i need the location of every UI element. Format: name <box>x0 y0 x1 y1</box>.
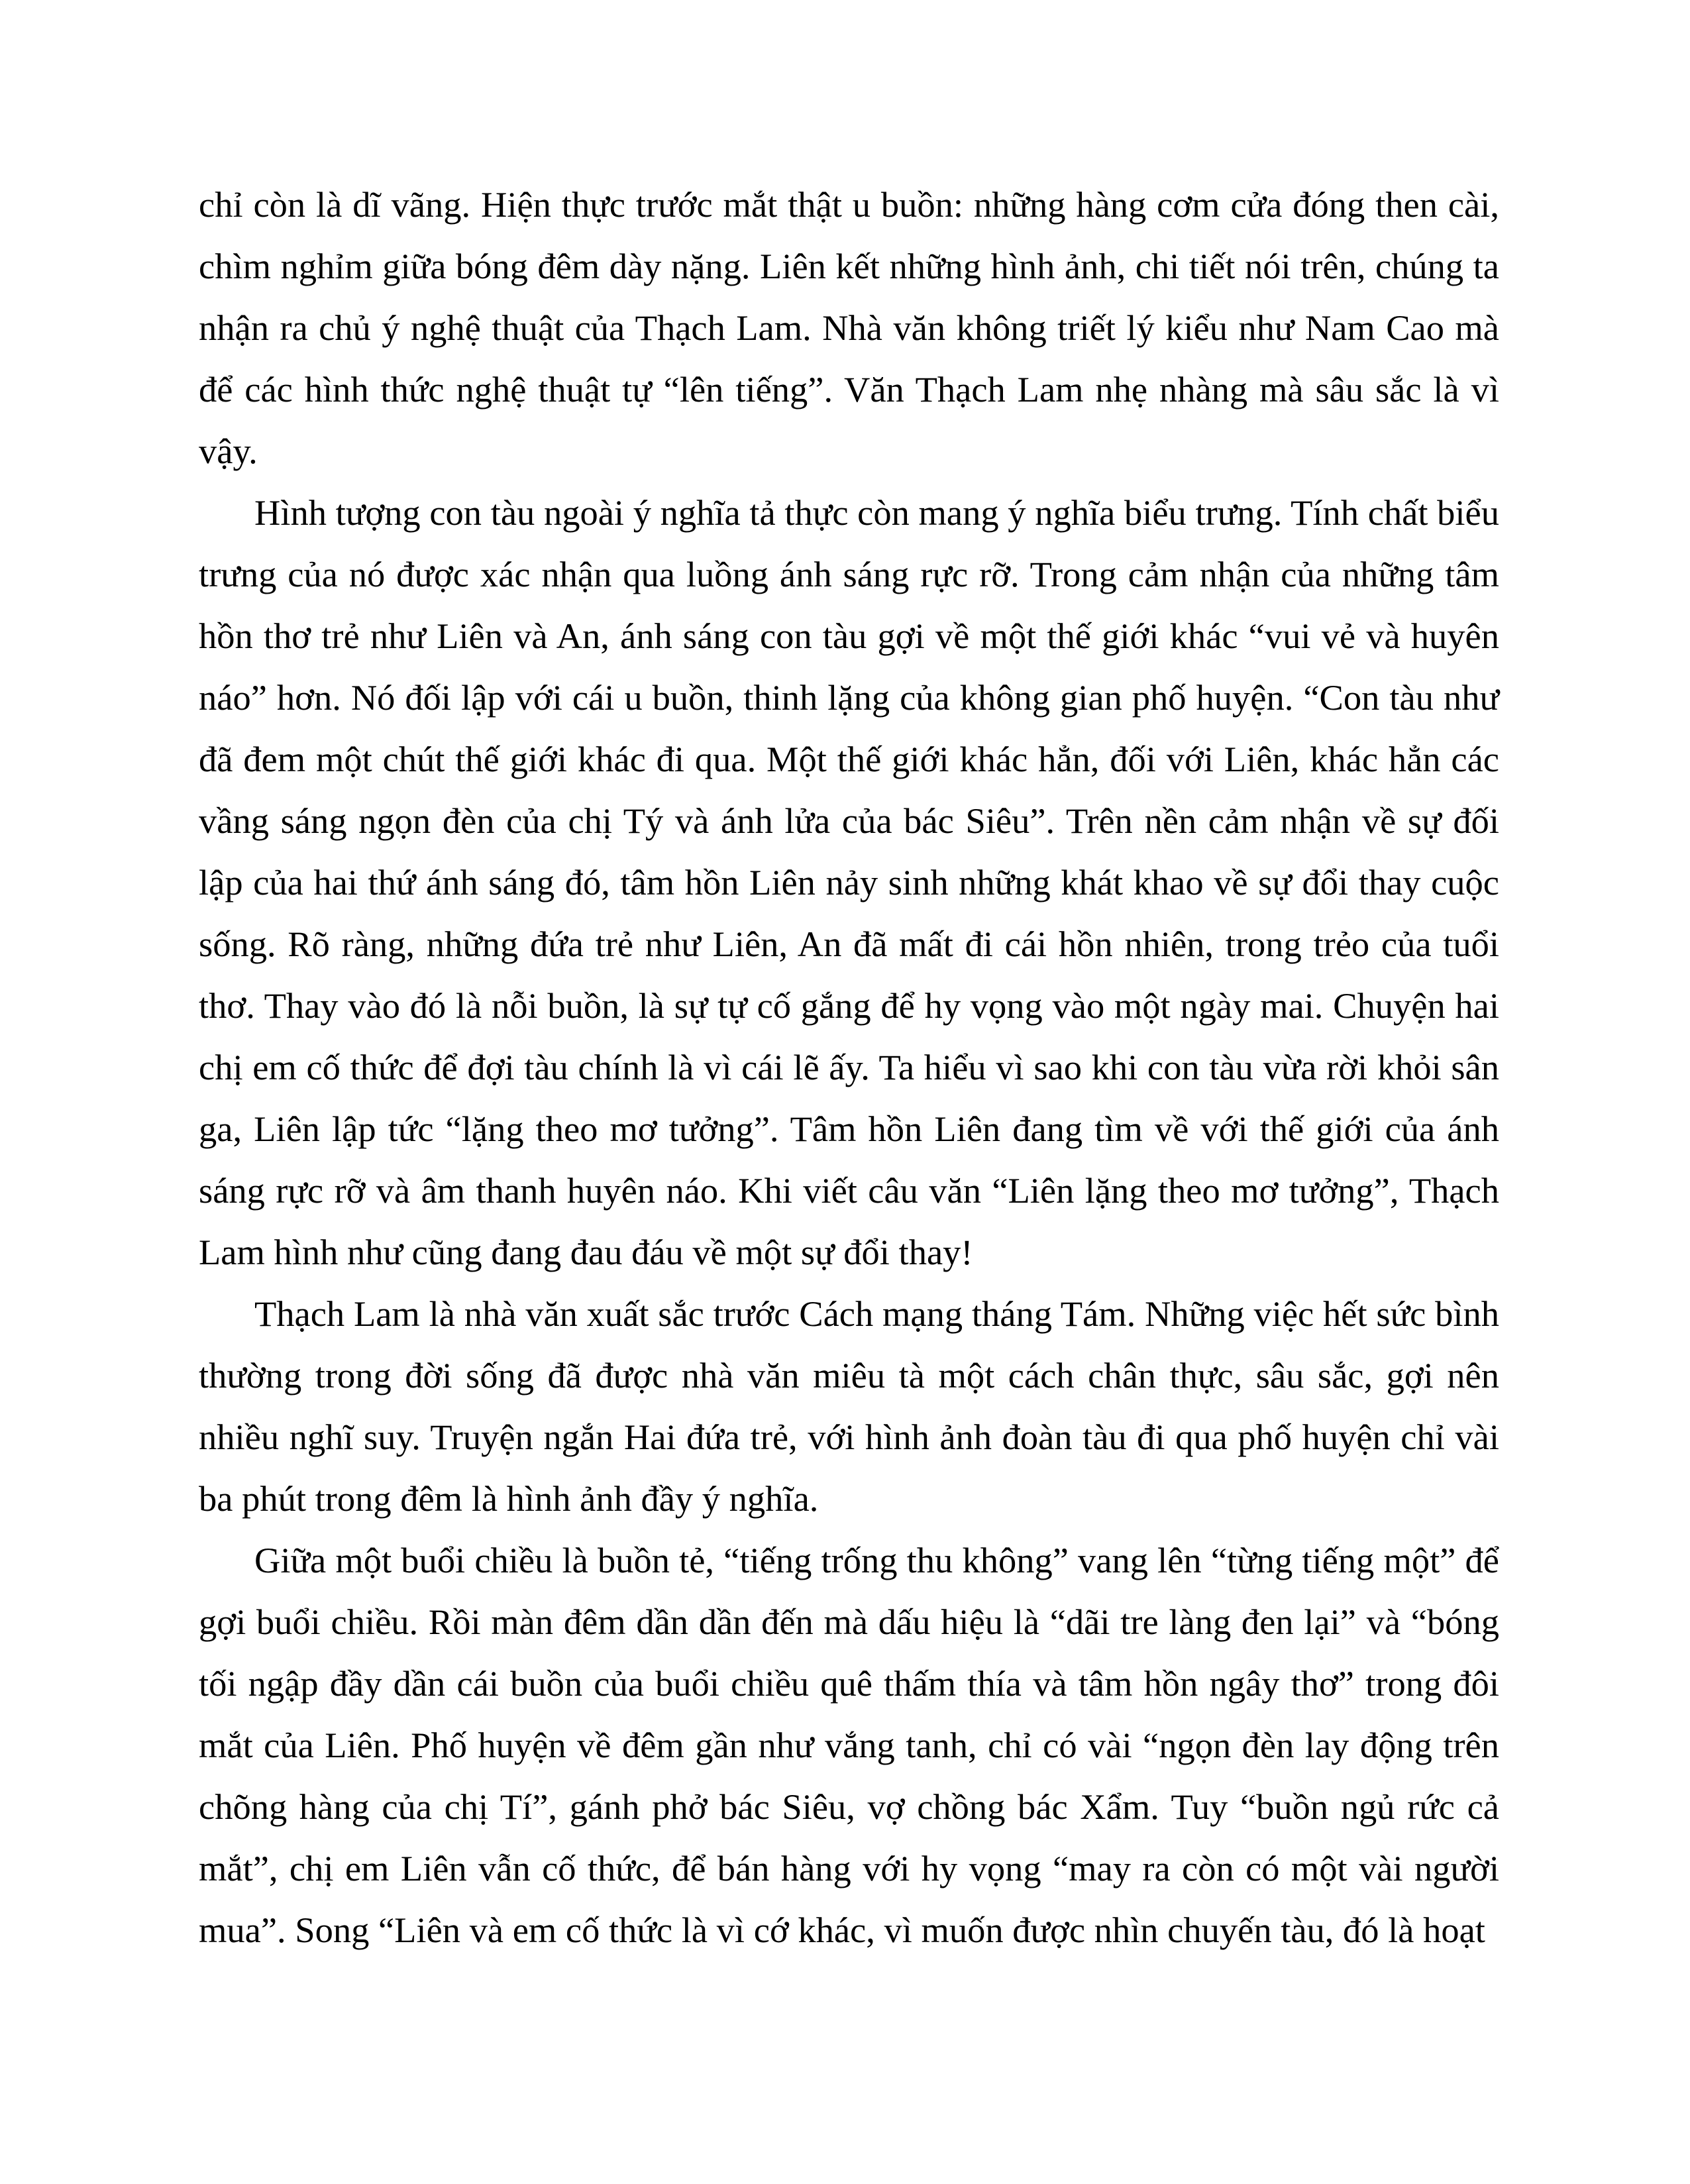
paragraph-2: Hình tượng con tàu ngoài ý nghĩa tả thực còn mang ý nghĩa biểu trưng. Tính chất biểu trưng của nó được xác nhận qua luồng ánh sáng rực rỡ. Trong cảm nhận của những tâm hồn thơ trẻ như Liên và An, ánh sáng con tàu gợi về một thế giới khác “vui vẻ và huyên náo” hơn. Nó đối lập với cái u buồn, thinh lặng của không gian phố huyện. “Con tàu như đã đem một chút thế giới khác đi qua. Một thế giới khác hẳn, đối với Liên, khác hẳn các vầng sáng ngọn đèn của chị Tý và ánh lửa của bác Siêu”. Trên nền cảm nhận về sự đối lập của hai thứ ánh sáng đó, tâm hồn Liên nảy sinh những khát khao về sự đổi thay cuộc sống. Rõ ràng, những đứa trẻ như Liên, An đã mất đi cái hồn nhiên, trong trẻo của tuổi thơ. Thay vào đó là nỗi buồn, là sự tự cố gắng để hy vọng vào một ngày mai. Chuyện hai chị em cố thức để đợi tàu chính là vì cái lẽ ấy. Ta hiểu vì sao khi con tàu vừa rời khỏi sân ga, Liên lập tức “lặng theo mơ tưởng”. Tâm hồn Liên đang tìm về với thế giới của ánh sáng rực rỡ và âm thanh huyên náo. Khi viết câu văn “Liên lặng theo mơ tưởng”, Thạch Lam hình như cũng đang đau đáu về một sự đổi thay! <box>199 492 1499 1272</box>
paragraph-3: Thạch Lam là nhà văn xuất sắc trước Cách mạng tháng Tám. Những việc hết sức bình thường trong đời sống đã được nhà văn miêu tà một cách chân thực, sâu sắc, gợi nên nhiều nghĩ suy. Truyện ngắn Hai đứa trẻ, với hình ảnh đoàn tàu đi qua phố huyện chỉ vài ba phút trong đêm là hình ảnh đầy ý nghĩa. <box>199 1293 1499 1519</box>
paragraph-4: Giữa một buổi chiều là buồn tẻ, “tiếng trống thu không” vang lên “từng tiếng một” để gợi buổi chiều. Rồi màn đêm dần dần đến mà dấu hiệu là “dãi tre làng đen lại” và “bóng tối ngập đầy dần cái buồn của buổi chiều quê thấm thía và tâm hồn ngây thơ” trong đôi mắt của Liên. Phố huyện về đêm gần như vắng tanh, chỉ có vài “ngọn đèn lay động trên chõng hàng của chị Tí”, gánh phở bác Siêu, vợ chồng bác Xẩm. Tuy “buồn ngủ rức cả mắt”, chị em Liên vẫn cố thức, để bán hàng với hy vọng “may ra còn có một vài người mua”. Song “Liên và em cố thức là vì cớ khác, vì muốn được nhìn chuyến tàu, đó là hoạt <box>199 1540 1499 1950</box>
document-page <box>199 174 1499 1961</box>
paragraph-1: chỉ còn là dĩ vãng. Hiện thực trước mắt thật u buồn: những hàng cơm cửa đóng then cài, chìm nghỉm giữa bóng đêm dày nặng. Liên kết những hình ảnh, chi tiết nói trên, chúng ta nhận ra chủ ý nghệ thuật của Thạch Lam. Nhà văn không triết lý kiểu như Nam Cao mà để các hình thức nghệ thuật tự “lên tiếng”. Văn Thạch Lam nhẹ nhàng mà sâu sắc là vì vậy. <box>199 184 1499 471</box>
